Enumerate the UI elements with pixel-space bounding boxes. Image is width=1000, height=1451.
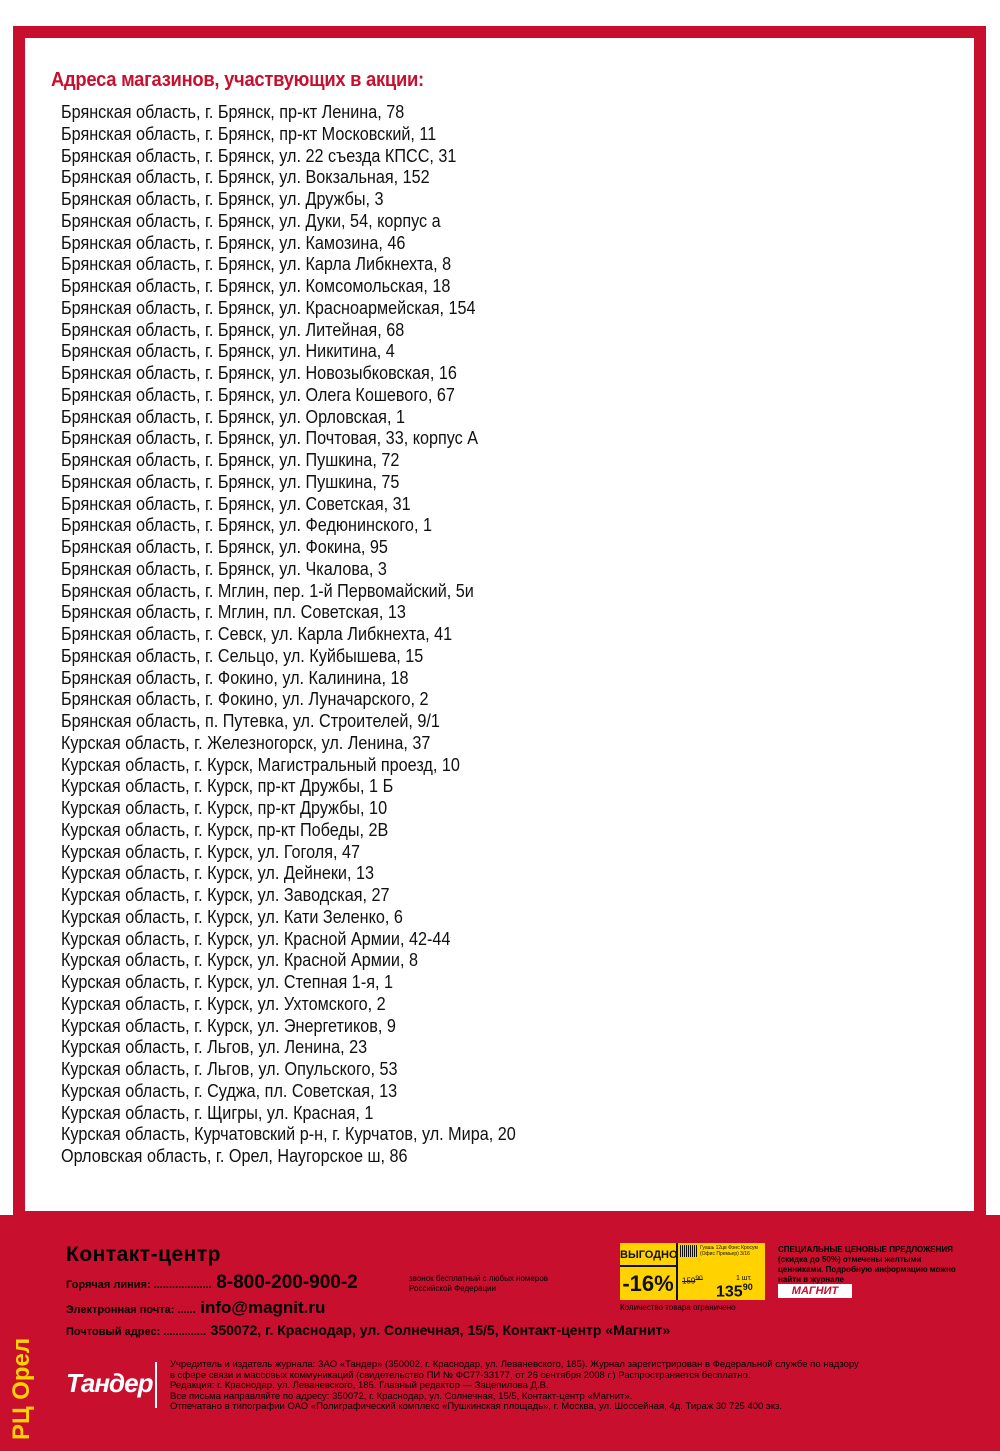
address-item: Брянская область, г. Фокино, ул. Калинина, 18 xyxy=(61,667,409,688)
address-item: Брянская область, г. Брянск, ул. Пушкина, 75 xyxy=(61,471,400,492)
address-item: Курская область, г. Курск, пр-кт Победы, 2В xyxy=(61,819,389,840)
tag-body xyxy=(680,1245,763,1301)
tag-new-price: $135^{90}$ xyxy=(716,1282,753,1301)
contact-center-title: Контакт-центр xyxy=(66,1243,221,1266)
address-item: Брянская область, г. Брянск, ул. Советская, 31 xyxy=(61,493,411,514)
address-item: Орловская область, г. Орел, Наугорское ш, 86 xyxy=(61,1146,408,1166)
address-item: Брянская область, г. Мглин, пер. 1-й Первомайский, 5и xyxy=(61,580,474,601)
address-item: Брянская область, г. Брянск, ул. Фокина, 95 xyxy=(61,537,388,557)
address-item: Курская область, г. Курск, Магистральный проезд, 10 xyxy=(61,754,460,775)
address-item: Курская область, г. Курск, ул. Заводская, 27 xyxy=(61,885,390,905)
address-item: Курская область, г. Курск, ул. Гоголя, 47 xyxy=(61,841,361,862)
address-item: Курская область, г. Льгов, ул. Опульского, 53 xyxy=(61,1059,398,1079)
page-title: Адреса магазинов, участвующих в акции: xyxy=(51,69,424,91)
address-item: Брянская область, п. Путевка, ул. Строителей, 9/1 xyxy=(61,711,440,731)
address-item: Брянская область, г. Севск, ул. Карла Либкнехта, 41 xyxy=(61,624,453,644)
address-item: Курская область, г. Курск, ул. Красной Армии, 8 xyxy=(61,950,418,971)
magnit-logo: МАГНИТ xyxy=(778,1284,852,1298)
postal-label: Почтовый адрес: .............. xyxy=(66,1326,207,1338)
address-item: Брянская область, г. Брянск, ул. Чкалова, 3 xyxy=(61,558,387,579)
address-item: Брянская область, г. Брянск, пр-кт Ленина, 78 xyxy=(61,102,405,122)
tag-quantity-note: Количество товара ограничено xyxy=(620,1303,736,1312)
address-item: Курская область, г. Курск, ул. Дейнеки, 13 xyxy=(61,863,375,884)
address-item: Брянская область, г. Брянск, ул. Камозина, 46 xyxy=(61,232,406,253)
address-item: Брянская область, г. Сельцо, ул. Куйбышева, 15 xyxy=(61,645,424,666)
address-item: Брянская область, г. Брянск, ул. Комсомольская, 18 xyxy=(61,276,451,296)
postal-address: 350072, г. Краснодар, ул. Солнечная, 15/5, Контакт-центр «Магнит» xyxy=(210,1322,671,1338)
address-item: Брянская область, г. Брянск, ул. Новозыбковская, 16 xyxy=(61,363,457,383)
address-item: Брянская область, г. Фокино, ул. Луначарского, 2 xyxy=(61,689,429,710)
address-item: Брянская область, г. Брянск, ул. Вокзальная, 152 xyxy=(61,167,430,188)
address-item: Курская область, г. Курск, ул. Энергетиков, 9 xyxy=(61,1015,396,1036)
hotline-note: звонок бесплатный с любых номеров Российской Федерации xyxy=(409,1274,549,1293)
tag-badge-vygodno: ВЫГОДНО xyxy=(620,1243,678,1267)
promo-description: СПЕЦИАЛЬНЫЕ ЦЕНОВЫЕ ПРЕДЛОЖЕНИЯ (скидка до 50%) отмечены желтыми ценниками. Подробную информацию можно найти в журнале xyxy=(778,1245,956,1284)
barcode-icon xyxy=(680,1245,698,1257)
imprint-line: Редакция: г. Краснодар, ул. Леваневского, 185. Главный редактор — Зацепилова Д.В. xyxy=(170,1380,549,1391)
imprint-line: Все письма направляйте по адресу: 350072, г. Краснодар, ул. Солнечная, 15/5, Контакт-центр «Магнит». xyxy=(170,1390,633,1402)
imprint-line: Отпечатано в типографии ОАО «Полиграфический комплекс «Пушкинская площадь», г. Москва, ул. Шоссейная, 4д. Тираж 30 725 400 экз. xyxy=(170,1401,783,1412)
price-tag-sample xyxy=(620,1243,765,1300)
imprint-line: в сфере связи и массовых коммуникаций (свидетельство ПИ № ФС77-33177, от 26 сентября 2008 г.) Распространяется бесплатно. xyxy=(170,1369,751,1381)
address-item: Брянская область, г. Брянск, ул. Пушкина, 72 xyxy=(61,450,400,470)
address-item: Брянская область, г. Брянск, ул. 22 съезда КПСС, 31 xyxy=(61,145,457,166)
email-link[interactable]: info@magnit.ru xyxy=(200,1298,326,1317)
tag-product-name: Гуашь 12цв Фэнс Кросум (Офис Премьер) 3/16 xyxy=(700,1245,758,1257)
address-item: Брянская область, г. Брянск, ул. Дуки, 54, корпус а xyxy=(61,210,441,231)
address-item: Брянская область, г. Брянск, ул. Красноармейская, 154 xyxy=(61,297,476,318)
tag-old-price: $159^{90}$ xyxy=(682,1275,703,1286)
address-list xyxy=(61,102,566,1168)
address-item: Курская область, г. Железногорск, ул. Ленина, 37 xyxy=(61,732,431,753)
address-item: Курская область, г. Льгов, ул. Ленина, 23 xyxy=(61,1037,368,1058)
address-item: Брянская область, г. Брянск, пр-кт Московский, 11 xyxy=(61,123,437,144)
region-label: РЦ Орел xyxy=(8,1337,35,1440)
address-item: Курская область, г. Курск, пр-кт Дружбы, 1 Б xyxy=(61,776,394,797)
address-item: Брянская область, г. Брянск, ул. Никитина, 4 xyxy=(61,341,395,362)
addresses-frame xyxy=(13,26,986,1223)
address-item: Брянская область, г. Брянск, ул. Орловская, 1 xyxy=(61,406,405,427)
address-item: Курская область, г. Курск, пр-кт Дружбы, 10 xyxy=(61,798,388,818)
address-item: Брянская область, г. Брянск, ул. Олега Кошевого, 67 xyxy=(61,384,455,405)
address-item: Курская область, Курчатовский р-н, г. Курчатов, ул. Мира, 20 xyxy=(61,1124,516,1145)
email-label: Электронная почта: ...... xyxy=(66,1304,196,1316)
logo-divider xyxy=(155,1362,157,1408)
tag-discount-percent: -16% xyxy=(620,1267,678,1300)
address-item: Брянская область, г. Мглин, пл. Советская, 13 xyxy=(61,602,406,623)
address-item: Курская область, г. Курск, ул. Степная 1-я, 1 xyxy=(61,972,394,992)
hotline-number[interactable]: 8-800-200-900-2 xyxy=(216,1272,358,1293)
hotline-label: Горячая линия: ................... xyxy=(66,1279,212,1291)
postal-row xyxy=(66,1322,670,1340)
address-item: Брянская область, г. Брянск, ул. Дружбы, 3 xyxy=(61,189,384,209)
tander-logo: Тандер xyxy=(66,1368,153,1398)
address-item: Брянская область, г. Брянск, ул. Карла Либкнехта, 8 xyxy=(61,254,452,275)
tag-quantity: 1 шт. xyxy=(736,1275,752,1282)
hotline-row xyxy=(66,1272,358,1294)
address-item: Курская область, г. Курск, ул. Ухтомского, 2 xyxy=(61,993,386,1014)
address-item: Курская область, г. Курск, ул. Кати Зеленко, 6 xyxy=(61,906,403,927)
imprint xyxy=(170,1360,980,1413)
address-item: Курская область, г. Суджа, пл. Советская, 13 xyxy=(61,1080,398,1101)
email-row xyxy=(66,1298,325,1318)
address-item: Курская область, г. Щигры, ул. Красная, 1 xyxy=(61,1102,374,1123)
address-item: Брянская область, г. Брянск, ул. Федюнинского, 1 xyxy=(61,515,432,536)
address-item: Брянская область, г. Брянск, ул. Почтовая, 33, корпус А xyxy=(61,428,479,449)
address-item: Брянская область, г. Брянск, ул. Литейная, 68 xyxy=(61,319,405,340)
imprint-line: Учредитель и издатель журнала: ЗАО «Тандер» (350002, г. Краснодар, ул. Леваневского, 185). Журнал зарегистрирован в Федеральной службе по надзору xyxy=(170,1359,859,1370)
address-item: Курская область, г. Курск, ул. Красной Армии, 42-44 xyxy=(61,928,451,949)
